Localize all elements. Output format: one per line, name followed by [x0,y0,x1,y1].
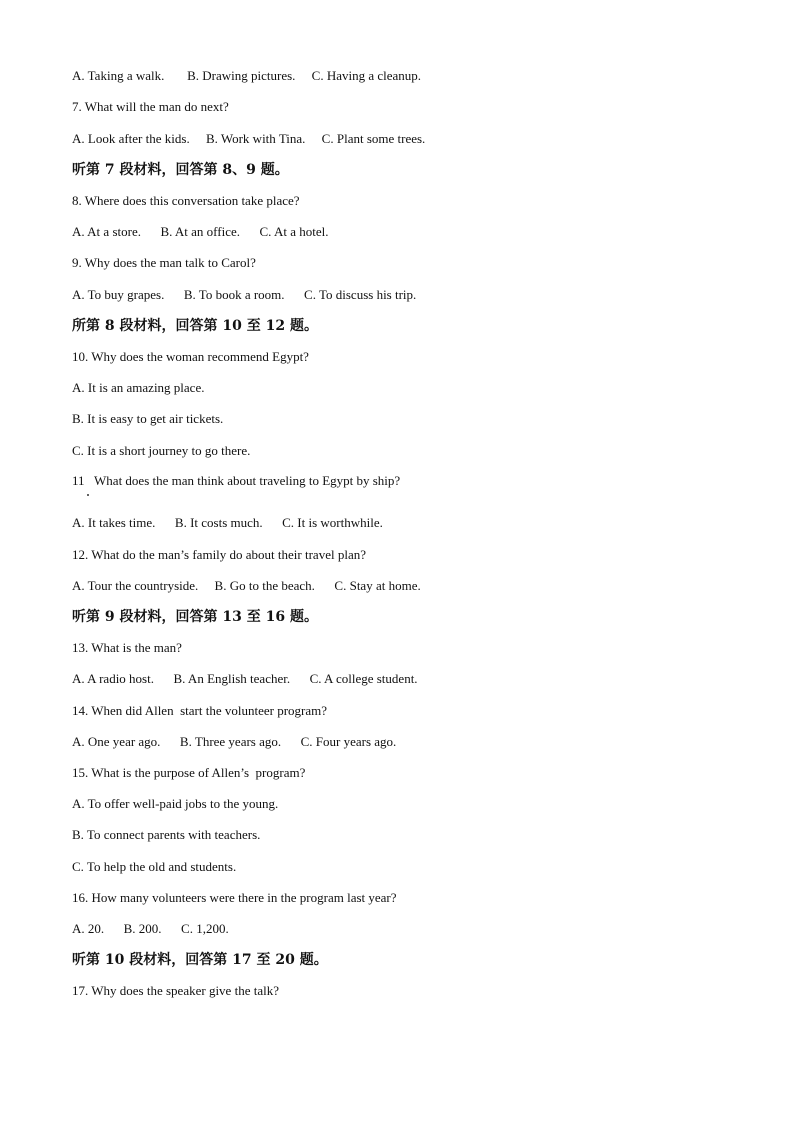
q7-question: 7. What will the man do next? [72,99,229,114]
stray-mark [87,494,89,496]
q9-question: 9. Why does the man talk to Carol? [72,255,256,270]
q15-option-c: C. To help the old and students. [72,859,237,874]
section-heading-8: 所第 8 段材料，回答第 10 至 12 题。 [72,318,318,334]
q8-question: 8. Where does this conversation take place? [72,193,300,208]
q12-question: 12. What do the man’s family do about their travel plan? [72,547,366,562]
q10-question: 10. Why does the woman recommend Egypt? [72,349,309,364]
q16-options: A. 20. B. 200. C. 1,200. [72,921,229,936]
q17-question: 17. Why does the speaker give the talk? [72,983,279,998]
section-heading-10: 听第 10 段材料，回答第 17 至 20 题。 [72,952,328,968]
q14-question: 14. When did Allen start the volunteer program? [72,703,327,718]
section-heading-9: 听第 9 段材料，回答第 13 至 16 题。 [72,609,318,625]
q15-option-b: B. To connect parents with teachers. [72,827,261,842]
q6-options: A. Taking a walk. B. Drawing pictures. C. Having a cleanup. [72,68,422,83]
q15-question: 15. What is the purpose of Allen’s program? [72,765,306,780]
q12-options: A. Tour the countryside. B. Go to the beach. C. Stay at home. [72,578,421,593]
q13-options: A. A radio host. B. An English teacher. C. A college student. [72,671,418,686]
q15-option-a: A. To offer well-paid jobs to the young. [72,796,279,811]
section-heading-7: 听第 7 段材料，回答第 8、9 题。 [72,162,289,178]
q9-options: A. To buy grapes. B. To book a room. C. To discuss his trip. [72,287,417,302]
q11-question: 11 What does the man think about traveling to Egypt by ship? [72,473,401,488]
q8-options: A. At a store. B. At an office. C. At a hotel. [72,224,329,239]
q10-option-a: A. It is an amazing place. [72,380,205,395]
q10-option-b: B. It is easy to get air tickets. [72,411,224,426]
q11-options: A. It takes time. B. It costs much. C. It is worthwhile. [72,515,383,530]
q7-options: A. Look after the kids. B. Work with Tina. C. Plant some trees. [72,131,426,146]
q13-question: 13. What is the man? [72,640,182,655]
q16-question: 16. How many volunteers were there in the program last year? [72,890,397,905]
q10-option-c: C. It is a short journey to go there. [72,443,251,458]
q14-options: A. One year ago. B. Three years ago. C. Four years ago. [72,734,397,749]
